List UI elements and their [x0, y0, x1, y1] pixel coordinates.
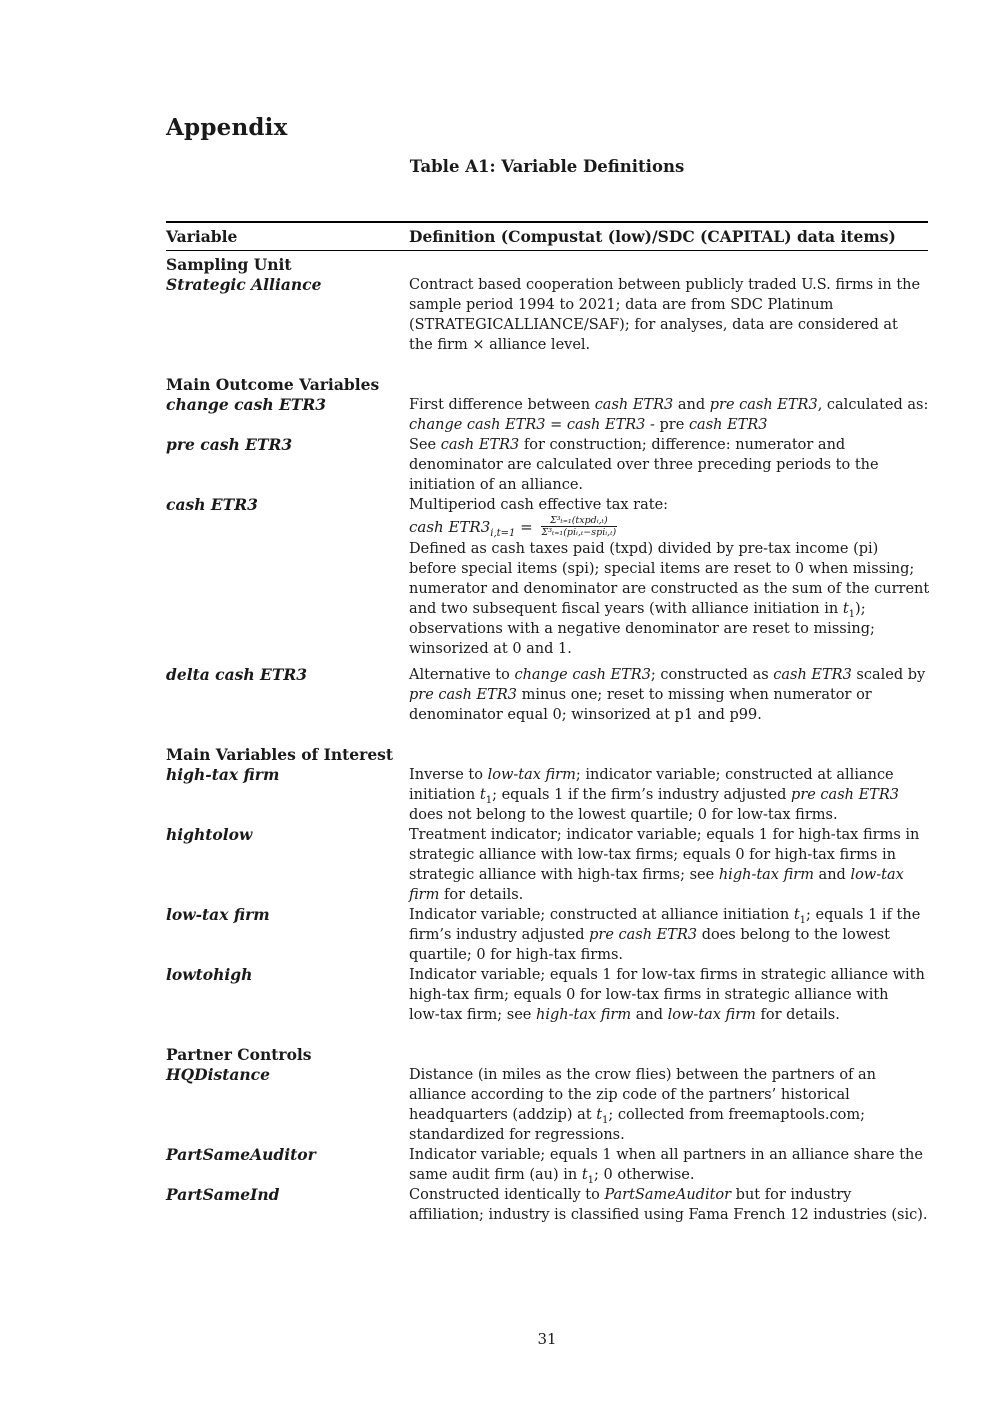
definition-line: firm for details.: [409, 887, 524, 903]
page-number: 31: [537, 1330, 557, 1348]
definition-line: change cash ETR3 = cash ETR3 - pre cash ETR3: [409, 417, 768, 433]
definition-high-tax-firm: [409, 765, 928, 825]
variable-low-tax-firm: low-tax firm: [166, 905, 270, 924]
definition-partsameauditor: [409, 1145, 928, 1185]
variable-delta-cash-etr3: delta cash ETR3: [166, 665, 308, 684]
column-header-variable: Variable: [166, 227, 238, 246]
definition-line: initiation $t_1$; equals 1 if the firm’s industry adjusted pre cash ETR3: [409, 787, 899, 806]
definition-line: denominator equal 0; winsorized at p1 and p99.: [409, 707, 762, 723]
variable-partsameauditor: PartSameAuditor: [166, 1145, 316, 1164]
variable-hqdistance: HQDistance: [166, 1065, 270, 1084]
definition-line: Defined as cash taxes paid (txpd) divided by pre-tax income (pi): [409, 541, 879, 557]
definition-line: before special items (spi); special items are reset to 0 when missing;: [409, 561, 915, 577]
definition-hqdistance: [409, 1065, 928, 1145]
group-label-partner-controls: Partner Controls: [166, 1045, 312, 1064]
variable-lowtohigh: lowtohigh: [166, 965, 253, 984]
definition-delta-cash-etr3: [409, 665, 928, 725]
definition-strategic-alliance: [409, 275, 928, 355]
definition-line: high-tax firm; equals 0 for low-tax firms in strategic alliance with: [409, 987, 889, 1003]
definition-line: Treatment indicator; indicator variable; equals 1 for high-tax firms in: [409, 827, 920, 843]
definition-line: same audit firm (au) in $t_1$; 0 otherwise.: [409, 1167, 695, 1186]
variable-pre-cash-etr3: pre cash ETR3: [166, 435, 293, 454]
definition-line: Constructed identically to PartSameAuditor but for industry: [409, 1187, 852, 1203]
definition-line: denominator are calculated over three preceding periods to the: [409, 457, 879, 473]
definition-line: headquarters (addzip) at $t_1$; collected from freemaptools.com;: [409, 1107, 866, 1126]
definition-line: firm’s industry adjusted pre cash ETR3 does belong to the lowest: [409, 927, 890, 943]
definition-line: Indicator variable; equals 1 for low-tax firms in strategic alliance with: [409, 967, 925, 983]
definition-line: numerator and denominator are constructed as the sum of the current: [409, 581, 930, 597]
definition-line: quartile; 0 for high-tax firms.: [409, 947, 624, 963]
definition-line: sample period 1994 to 2021; data are from SDC Platinum: [409, 297, 834, 313]
formula-denominator: Σ³ₜ₌₁(piᵢ,ₜ−spiᵢ,ₜ): [541, 527, 617, 538]
variable-strategic-alliance: Strategic Alliance: [166, 275, 322, 294]
definition-line: and two subsequent fiscal years (with alliance initiation in $t_1$);: [409, 601, 866, 620]
definition-line: Indicator variable; equals 1 when all partners in an alliance share the: [409, 1147, 923, 1163]
definition-line: standardized for regressions.: [409, 1127, 625, 1143]
definition-line: winsorized at 0 and 1.: [409, 641, 572, 657]
variable-high-tax-firm: high-tax firm: [166, 765, 280, 784]
definition-line: initiation of an alliance.: [409, 477, 584, 493]
definition-line: affiliation; industry is classified using Fama French 12 industries (sic).: [409, 1207, 928, 1223]
definition-lowtohigh: [409, 965, 928, 1025]
definition-line: strategic alliance with low-tax firms; equals 0 for high-tax firms in: [409, 847, 896, 863]
section-title: Appendix: [166, 114, 288, 141]
definition-line: Multiperiod cash effective tax rate:: [409, 497, 669, 513]
formula-fraction: [541, 515, 618, 538]
table-header-rule: [166, 250, 928, 251]
definition-line: Distance (in miles as the crow flies) between the partners of an: [409, 1067, 877, 1083]
definition-partsameind: [409, 1185, 928, 1225]
definition-change-cash-etr3: [409, 395, 928, 435]
cash-etr3-formula: cash $ETR3_{i,t=1}$ = $\frac{\text{Σ³ₜ₌₁(txpdᵢ,ₜ)}}{\text{Σ³ₜ₌₁(piᵢ,ₜ−spiᵢ,ₜ)}}$: [409, 515, 617, 539]
definition-pre-cash-etr3: [409, 435, 928, 495]
variable-change-cash-etr3: change cash ETR3: [166, 395, 327, 414]
group-label-main-variables-of-interest: Main Variables of Interest: [166, 745, 394, 764]
definition-line: the firm × alliance level.: [409, 337, 591, 353]
group-label-main-outcome-variables: Main Outcome Variables: [166, 375, 380, 394]
definition-line: Alternative to change cash ETR3; constructed as cash ETR3 scaled by: [409, 667, 926, 683]
definition-cash-etr3: [409, 495, 928, 659]
variable-partsameind: PartSameInd: [166, 1185, 280, 1204]
definition-low-tax-firm: [409, 905, 928, 965]
definition-hightolow: [409, 825, 928, 905]
group-label-sampling-unit: Sampling Unit: [166, 255, 292, 274]
formula-numerator: Σ³ₜ₌₁(txpdᵢ,ₜ): [541, 515, 618, 527]
table-top-rule: [166, 221, 928, 223]
definition-line: First difference between cash ETR3 and pre cash ETR3, calculated as:: [409, 397, 929, 413]
definition-line: (STRATEGICALLIANCE/SAF); for analyses, data are considered at: [409, 317, 898, 333]
definition-line: does not belong to the lowest quartile; 0 for low-tax firms.: [409, 807, 838, 823]
definition-line: observations with a negative denominator are reset to missing;: [409, 621, 875, 637]
definition-line: Contract based cooperation between publicly traded U.S. firms in the: [409, 277, 921, 293]
variable-hightolow: hightolow: [166, 825, 253, 844]
definition-line: Indicator variable; constructed at alliance initiation $t_1$; equals 1 if the: [409, 907, 921, 926]
definition-line: Inverse to low-tax firm; indicator variable; constructed at alliance: [409, 767, 894, 783]
definition-line: See cash ETR3 for construction; difference: numerator and: [409, 437, 846, 453]
definition-line: strategic alliance with high-tax firms; see high-tax firm and low-tax: [409, 867, 904, 883]
table-caption: Table A1: Variable Definitions: [409, 157, 685, 176]
variable-cash-etr3: cash ETR3: [166, 495, 258, 514]
definition-line: alliance according to the zip code of the partners’ historical: [409, 1087, 850, 1103]
column-header-definition: Definition (Compustat (low)/SDC (CAPITAL) data items): [409, 227, 896, 246]
definition-line: pre cash ETR3 minus one; reset to missing when numerator or: [409, 687, 872, 703]
definition-line: low-tax firm; see high-tax firm and low-tax firm for details.: [409, 1007, 840, 1023]
